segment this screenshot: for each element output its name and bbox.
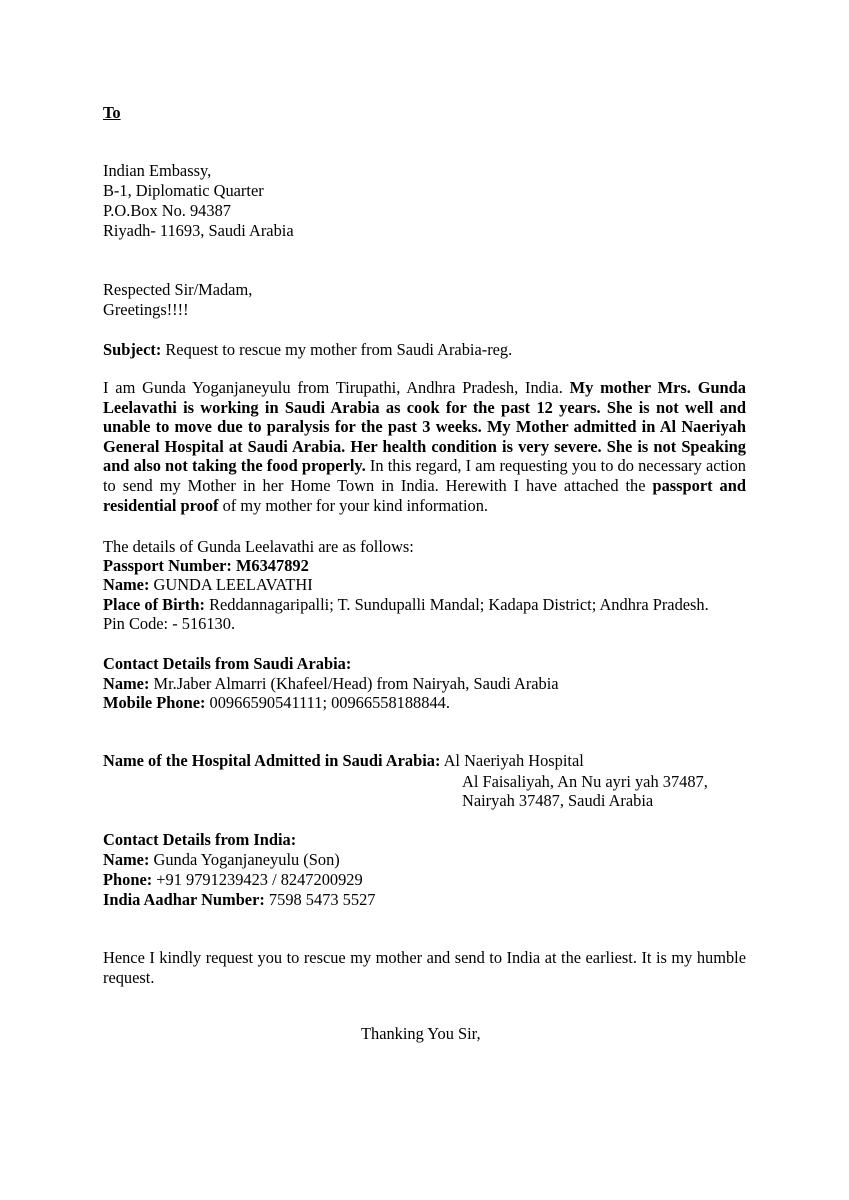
india-name-label: Name: xyxy=(103,850,150,869)
india-phone-label: Phone: xyxy=(103,870,153,889)
passport-label: Passport Number: xyxy=(103,556,232,575)
hospital-address-1: Al Faisaliyah, An Nu ayri yah 37487, xyxy=(462,772,708,791)
subject-label: Subject: xyxy=(103,340,162,359)
india-contact-heading: Contact Details from India: xyxy=(103,830,297,849)
india-phone-value: +91 9791239423 / 8247200929 xyxy=(152,870,363,889)
body-part-5: of my mother for your kind information. xyxy=(218,495,488,515)
respected-line: Respected Sir/Madam, xyxy=(103,280,253,299)
hospital-name: Al Naeriyah Hospital xyxy=(440,751,584,770)
name-label: Name: xyxy=(103,575,150,594)
address-line-1: Indian Embassy, xyxy=(103,161,212,180)
greetings-line: Greetings!!!! xyxy=(103,300,189,319)
passport-value: M6347892 xyxy=(231,556,309,575)
saudi-contact-name-line xyxy=(103,674,559,694)
hospital-label: Name of the Hospital Admitted in Saudi Arabia: xyxy=(103,751,441,770)
sign-off: Thanking You Sir, xyxy=(361,1024,481,1043)
body-part-1: I am Gunda Yoganjaneyulu from Tirupathi, Andhra Pradesh, India. xyxy=(103,378,570,397)
subject-line xyxy=(103,340,512,360)
address-line-4: Riyadh- 11693, Saudi Arabia xyxy=(103,221,294,240)
saudi-contact-heading: Contact Details from Saudi Arabia: xyxy=(103,654,352,673)
name-line xyxy=(103,575,313,595)
name-value: GUNDA LEELAVATHI xyxy=(149,575,313,594)
pin-code-line: Pin Code: - 516130. xyxy=(103,614,236,633)
subject-text: Request to rescue my mother from Saudi Arabia-reg. xyxy=(161,340,513,359)
india-aadhar-line xyxy=(103,890,375,910)
hospital-line xyxy=(103,751,584,771)
address-line-3: P.O.Box No. 94387 xyxy=(103,201,231,220)
india-aadhar-label: India Aadhar Number: xyxy=(103,890,265,909)
india-name-value: Gunda Yoganjaneyulu (Son) xyxy=(149,850,340,869)
pob-value: Reddannagaripalli; T. Sundupalli Mandal; Kadapa District; Andhra Pradesh. xyxy=(204,595,709,614)
body-part-3: In this regard, I am requesting you to do necessary action to send my Mother in her Home Town in India. Herewith I have attached the xyxy=(103,456,746,495)
saudi-mobile-label: Mobile Phone: xyxy=(103,693,206,712)
place-of-birth-line xyxy=(103,595,709,615)
hospital-address-2: Nairyah 37487, Saudi Arabia xyxy=(462,791,654,810)
india-aadhar-value: 7598 5473 5527 xyxy=(264,890,376,909)
india-name-line xyxy=(103,850,340,870)
pob-label: Place of Birth: xyxy=(103,595,205,614)
body-part-4: passport and residential proof xyxy=(103,475,746,515)
to-heading: To xyxy=(103,103,121,122)
saudi-name-label: Name: xyxy=(103,674,150,693)
details-intro: The details of Gunda Leelavathi are as follows: xyxy=(103,537,414,556)
saudi-mobile-line xyxy=(103,693,450,713)
india-phone-line xyxy=(103,870,363,890)
address-line-2: B-1, Diplomatic Quarter xyxy=(103,181,264,200)
body-paragraph xyxy=(103,378,746,515)
body-part-2: My mother Mrs. Gunda Leelavathi is working in Saudi Arabia as cook for the past 12 years. She is not well and unable to move due to paralysis for the past 3 weeks. My Mother admitted in Al Naeriyah General Hospital at Saudi Arabia. Her health condition is very severe. She is not Speaking and also not taking the food properly. xyxy=(103,378,746,476)
saudi-name-value: Mr.Jaber Almarri (Khafeel/Head) from Nairyah, Saudi Arabia xyxy=(149,674,559,693)
passport-line xyxy=(103,556,309,576)
saudi-mobile-value: 00966590541111; 00966558188844. xyxy=(205,693,450,712)
closing-paragraph: Hence I kindly request you to rescue my mother and send to India at the earliest. It is my humble request. xyxy=(103,948,746,987)
